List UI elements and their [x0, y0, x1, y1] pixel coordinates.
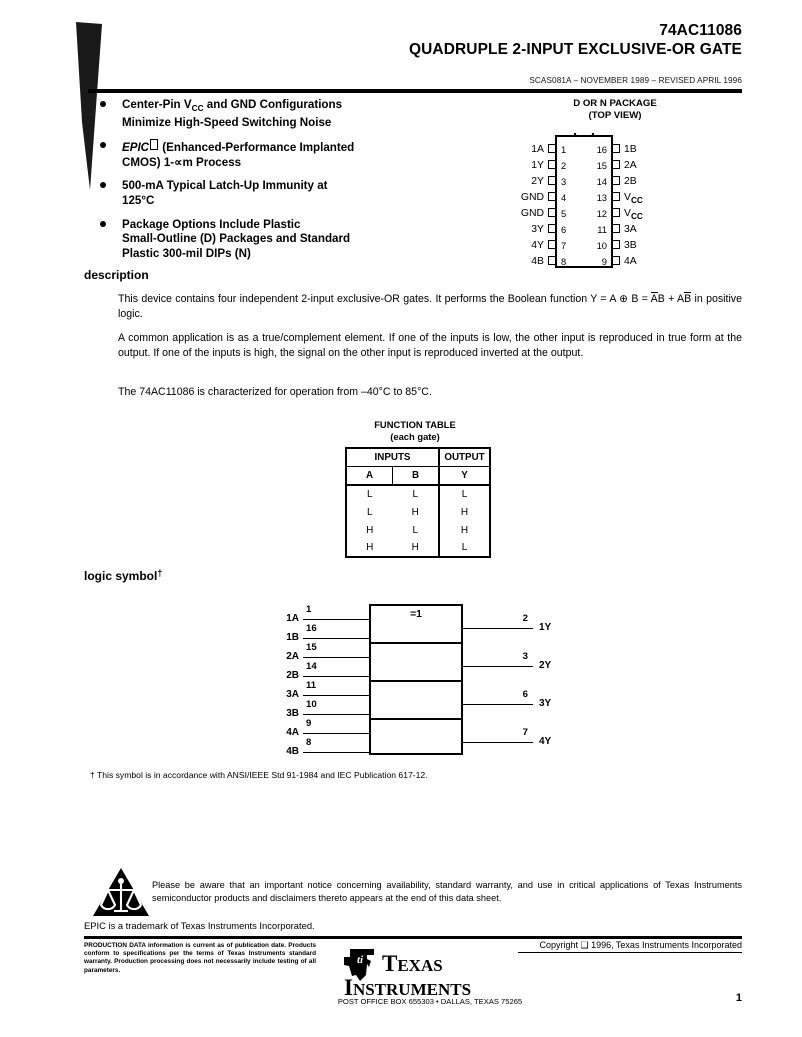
- pin-number-left: 5: [561, 208, 567, 219]
- input-line: [303, 657, 371, 658]
- pin-stub: [613, 144, 620, 153]
- trademark-box-icon: [150, 139, 158, 150]
- vcc-subscript: CC: [191, 103, 204, 113]
- cell-b: L: [412, 524, 419, 536]
- input-pin-16: 16: [306, 623, 317, 634]
- input-line: [303, 733, 371, 734]
- feature-item: [96, 139, 396, 170]
- input-label-1b: 1B: [286, 632, 299, 643]
- output-line: [461, 742, 533, 743]
- feature-item: [96, 179, 396, 208]
- header-rule: [88, 89, 742, 93]
- input-line: [303, 676, 371, 677]
- pin-name-left: 4B: [531, 256, 544, 267]
- table-row: [346, 503, 490, 521]
- function-table: [345, 447, 491, 558]
- pin-number-left: 2: [561, 160, 567, 171]
- feature-text-3: 500-mA Typical Latch-Up Immunity at: [122, 179, 328, 193]
- input-line: [303, 752, 371, 753]
- pin-number-right: 14: [596, 176, 607, 187]
- pin-stub: [613, 192, 620, 201]
- pin-name-right: $V_{CC}$: [624, 192, 643, 205]
- feature-text-4b: Small-Outline (D) Packages and Standard: [122, 232, 351, 246]
- input-label-1a: 1A: [286, 613, 299, 624]
- output-label-1y: 1Y: [539, 622, 552, 633]
- output-pin-6: 6: [522, 689, 528, 700]
- function-table-title-line1: FUNCTION TABLE: [374, 419, 456, 430]
- copyright-rule: [518, 952, 742, 953]
- header-col-y: Y: [439, 467, 490, 486]
- input-label-4a: 4A: [286, 727, 299, 738]
- features-list: [96, 98, 396, 270]
- function-table-title: [310, 419, 520, 442]
- dip-package-body: [520, 135, 643, 268]
- bullet-icon: [100, 182, 106, 188]
- pin-name-right: 2B: [624, 176, 637, 187]
- ti-logo-graphic: [330, 947, 530, 1001]
- feature-text-1c: Minimize High-Speed Switching Noise: [122, 115, 332, 129]
- header-col-b: B: [393, 467, 440, 486]
- pin-name-left: GND: [520, 208, 544, 219]
- cell-y: H: [439, 521, 490, 539]
- package-name: D OR N PACKAGE: [573, 98, 657, 109]
- pin-name-left: 1Y: [531, 160, 544, 171]
- a-overbar: A: [650, 293, 658, 305]
- production-data-notice: PRODUCTION DATA information is current as of publication date. Products conform to specifications per the terms of Texas Instruments standard warranty. Production processing does not necessarily include testing of all parameters.: [84, 942, 316, 974]
- svg-text:ti: ti: [357, 954, 364, 966]
- pin-name-left: 3Y: [531, 224, 544, 235]
- pin-stub: [613, 224, 620, 233]
- output-pin-3: 3: [522, 651, 528, 662]
- description-paragraph-2: A common application is as a true/complement element. If one of the inputs is low, the other input is reproduced in true form at the output. If one of the inputs is high, the signal on the other input is reproduced inverted at the output.: [118, 332, 742, 359]
- input-label-2a: 2A: [286, 651, 299, 662]
- pin-number-right: 16: [596, 144, 607, 155]
- pin-number-right: 10: [596, 240, 607, 251]
- input-pin-9: 9: [306, 718, 312, 729]
- pin-stub: [613, 176, 620, 185]
- pin-name-right: $V_{CC}$: [624, 208, 643, 221]
- feature-text-1b: and GND Configurations: [203, 98, 343, 111]
- page-title: QUADRUPLE 2-INPUT EXCLUSIVE-OR GATE: [408, 41, 742, 58]
- pin-stub: [613, 256, 620, 265]
- cell-a: L: [346, 503, 393, 521]
- cell-y: L: [439, 539, 490, 557]
- input-label-3a: 3A: [286, 689, 299, 700]
- dagger-marker: †: [157, 568, 163, 578]
- input-line: [303, 714, 371, 715]
- output-pin-7: 7: [522, 727, 528, 738]
- pin-name-right: 3A: [624, 224, 637, 235]
- pin-stub: [613, 160, 620, 169]
- svg-text:TEXAS: TEXAS: [382, 951, 443, 976]
- pin-name-right: 2A: [624, 160, 637, 171]
- pin-name-left: 4Y: [531, 240, 544, 251]
- cell-y: H: [439, 503, 490, 521]
- bullet-icon: [100, 101, 106, 107]
- input-pin-10: 10: [306, 699, 317, 710]
- pin-number-right: 11: [597, 224, 607, 235]
- logic-symbol-footnote: † This symbol is in accordance with ANSI/IEEE Std 91-1984 and IEC Publication 617-12.: [90, 770, 428, 780]
- gate-separator: [369, 718, 463, 720]
- pin-name-right: 3B: [624, 240, 637, 251]
- output-line: [461, 628, 533, 629]
- document-id: SCAS081A – NOVEMBER 1989 – REVISED APRIL 1996: [529, 76, 742, 85]
- pin-number-left: 7: [561, 240, 567, 251]
- feature-text-4c: Plastic 300-mil DIPs (N): [122, 246, 251, 260]
- important-notice-text: Please be aware that an important notice concerning availability, standard warranty, and use in critical applications of Texas Instruments semiconductor products and disclaimers thereto appears at the end of this data sheet.: [152, 880, 742, 904]
- input-pin-15: 15: [306, 642, 317, 653]
- pin-name-right: 4A: [624, 256, 637, 267]
- pin-stub: [613, 240, 620, 249]
- input-pin-14: 14: [306, 661, 317, 672]
- cell-b: H: [393, 539, 440, 557]
- table-row: [346, 521, 490, 539]
- package-view: (TOP VIEW): [588, 110, 642, 121]
- input-label-3b: 3B: [286, 708, 299, 719]
- vcc-subscript: CC: [630, 195, 643, 205]
- cell-y: L: [439, 485, 490, 503]
- cell-b: H: [411, 506, 419, 518]
- feature-text-2b: CMOS) 1-∝m Process: [122, 155, 242, 169]
- input-pin-1: 1: [306, 604, 312, 615]
- warning-triangle-icon: [92, 867, 150, 917]
- pin-number-left: 3: [561, 176, 567, 187]
- pin-number-left: 4: [561, 192, 567, 203]
- description-paragraph-3: The 74AC11086 is characterized for operation from –40°C to 85°C.: [118, 386, 432, 398]
- input-line: [303, 619, 371, 620]
- pin-stub: [548, 160, 555, 169]
- cell-a: H: [346, 521, 393, 539]
- gate-separator: [369, 642, 463, 644]
- pin-number-right: 9: [601, 256, 607, 267]
- gate-separator: [369, 680, 463, 682]
- gate-function-label: =1: [410, 609, 422, 620]
- epic-name: EPIC: [122, 141, 150, 155]
- feature-text-4: Package Options Include Plastic: [122, 217, 301, 231]
- logic-symbol-diagram: [260, 595, 580, 770]
- logic-symbol-heading: logic symbol†: [84, 568, 163, 583]
- pin-stub: [548, 224, 555, 233]
- pin-number-left: 6: [561, 224, 567, 235]
- copyright-notice: Copyright ❑ 1996, Texas Instruments Incorporated: [539, 940, 742, 950]
- input-label-4b: 4B: [286, 746, 299, 757]
- description-paragraph-1: This device contains four independent 2-input exclusive-OR gates. It performs the Boolean function Y = A ⊕ B = AB + AB in positive logic.: [118, 293, 742, 320]
- cell-b: L: [412, 489, 419, 500]
- svg-text:INSTRUMENTS: INSTRUMENTS: [344, 975, 472, 1000]
- pin-stub: [548, 208, 555, 217]
- input-pin-8: 8: [306, 737, 312, 748]
- pin-stub: [613, 208, 620, 217]
- part-number: 74AC11086: [659, 22, 742, 39]
- pin-number-right: 12: [596, 208, 607, 219]
- input-label-2b: 2B: [286, 670, 299, 681]
- feature-item: [96, 98, 396, 130]
- pin-stub: [548, 144, 555, 153]
- description-heading: description: [84, 268, 149, 282]
- input-line: [303, 638, 371, 639]
- page-number: 1: [735, 992, 742, 1004]
- pin-stub: [548, 176, 555, 185]
- cell-a: L: [346, 485, 393, 503]
- bullet-icon: [100, 221, 106, 227]
- feature-text-3b: 125°C: [122, 193, 155, 207]
- trademark-notice: EPIC is a trademark of Texas Instruments Incorporated.: [84, 920, 315, 931]
- pin-stub: [548, 240, 555, 249]
- output-line: [461, 704, 533, 705]
- header-output: OUTPUT: [439, 448, 490, 467]
- vcc-subscript: CC: [630, 211, 643, 221]
- pin-number-right: 13: [596, 192, 607, 203]
- package-title: [470, 98, 760, 122]
- cell-a: H: [346, 539, 393, 557]
- bullet-icon: [100, 142, 106, 148]
- input-pin-11: 11: [306, 680, 317, 691]
- table-row: [346, 485, 490, 503]
- pin-name-left: 1A: [531, 144, 544, 155]
- pin-number-right: 15: [596, 160, 607, 171]
- output-label-2y: 2Y: [539, 660, 552, 671]
- pin-number-left: 8: [561, 256, 567, 267]
- pin-number-left: 1: [561, 144, 567, 155]
- function-table-title-line2: (each gate): [390, 430, 440, 442]
- company-address: POST OFFICE BOX 655303 • DALLAS, TEXAS 75265: [337, 997, 523, 1006]
- pin-name-right: 1B: [624, 144, 637, 155]
- header-inputs: INPUTS: [346, 448, 439, 467]
- pin-stub: [548, 256, 555, 265]
- b-overbar: B: [684, 293, 692, 305]
- pin-name-left: 2Y: [531, 176, 544, 187]
- table-subheader-row: [346, 467, 490, 486]
- output-label-4y: 4Y: [539, 736, 552, 747]
- output-line: [461, 666, 533, 667]
- feature-text-1: Center-Pin V: [122, 98, 192, 111]
- output-pin-2: 2: [522, 613, 528, 624]
- input-line: [303, 695, 371, 696]
- pin-stub: [548, 192, 555, 201]
- pin-name-left: GND: [520, 192, 544, 203]
- xor-symbol: ⊕: [619, 293, 629, 305]
- table-row: [346, 539, 490, 557]
- feature-item: [96, 218, 396, 262]
- feature-text-2: (Enhanced-Performance Implanted: [159, 141, 355, 155]
- table-header-row: [346, 448, 490, 467]
- footer-rule: [84, 936, 742, 939]
- output-label-3y: 3Y: [539, 698, 552, 709]
- header-col-a: A: [346, 467, 393, 486]
